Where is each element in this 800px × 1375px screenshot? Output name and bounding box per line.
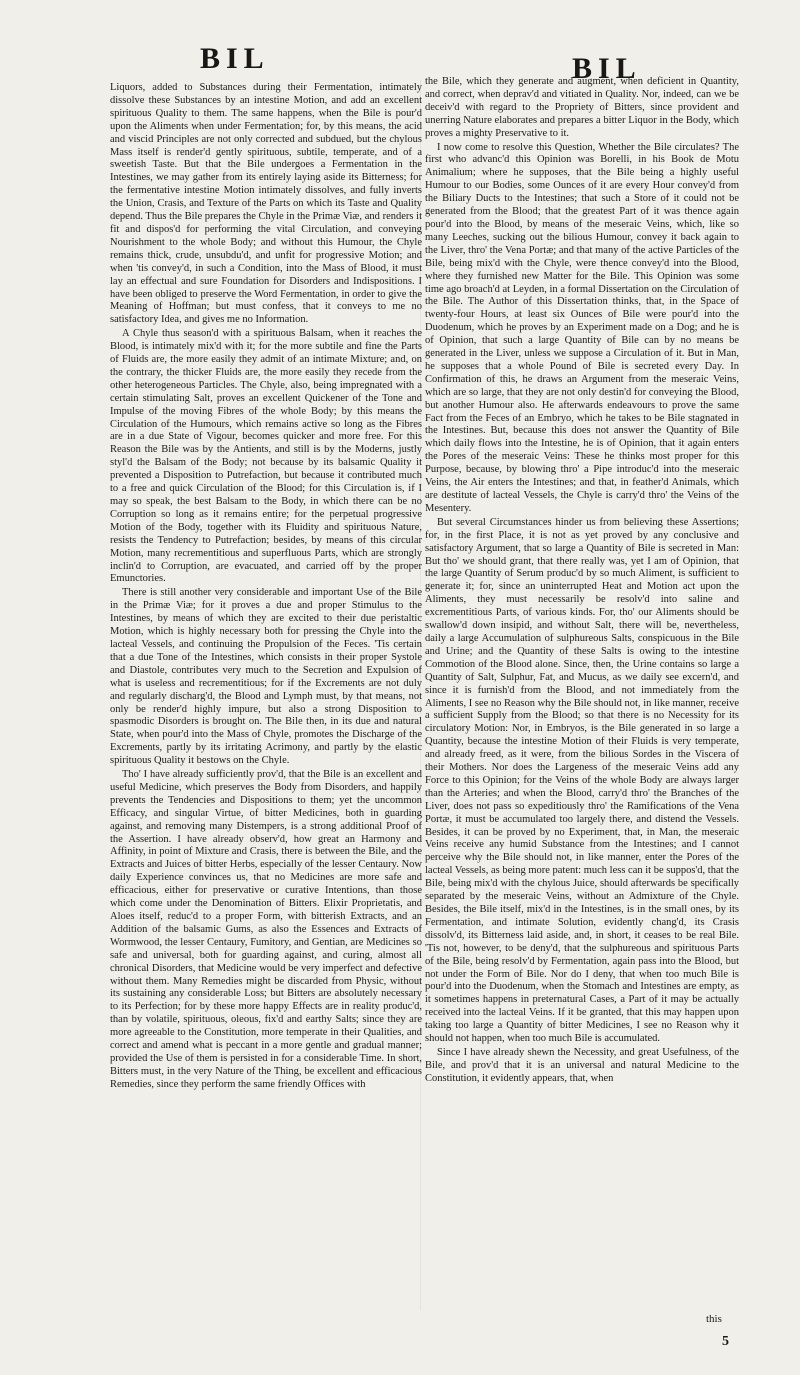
left-paragraph-2: A Chyle thus season'd with a spirituous Balsam, when it reaches the Blood, is intimately mix'd with it; for the more subtile and fine the Parts of Fluids are, the more easily they admit of an intimate Mixture; and, on the contrary, the thicker Fluids are, the more easily they recede from the other heterogeneous Particles. The Chyle, also, being impregnated with a certain stimulating Salt, proves an excellent Quickener of the Tone and Impulse of the moving Fibres of the whole Body; by this means the Circulation of the Humours, which remains active so long as the Fibres are in a due State of Vigour, becomes quicker and more free. For this Reason the Bile was by the Antients, and still is by the Moderns, justly styl'd the Balsam of the Body; not because by its balsamic Quality it prevented a Disposition to Putrefaction, but because it contributed much to a free and quick Circulation of the Blood; for this Circulation is, if I may so speak, the best Balsam to the Body, in which there can be no Corruption so long as it remains entire; for the perpetual progressive Motion of the Body, together with its Fluidity and spirituous Nature, resists the Tendency to Putrefaction; besides, by means of this circular Motion, many recrementitious and superfluous Parts, which are strongly inclin'd to Corruption, are evacuated, and carried off by the proper Emunctories. <box>110 328 422 585</box>
right-paragraph-4: Since I have already shewn the Necessity, and great Usefulness, of the Bile, and prov'd that it is an universal and natural Medicine to the Constitution, it evidently appears, that, when <box>425 1046 739 1084</box>
right-paragraph-1: the Bile, which they generate and augment, when deficient in Quantity, and correct, when deprav'd and vitiated in Quality. Nor, indeed, can we be deceiv'd with regard to the Propriety of Bitters, since provident and unerring Nature elaborates and prepares a bitter Liquor in the Body, which proves a mighty Preservative to it. <box>425 76 739 139</box>
left-column <box>110 82 422 1307</box>
left-paragraph-4: Tho' I have already sufficiently prov'd, that the Bile is an excellent and useful Medicine, which preserves the Body from Disorders, and happily prevents the Tendencies and Dispositions to them; yet the uncommon Efficacy, and singular Virtue, of bitter Medicines, both in guarding against, and removing many Distempers, is a strong additional Proof of the Assertion. I have already observ'd, how great an Harmony and Affinity, in point of Mixture and Crasis, there is between the Bile, and the Extracts and Juices of bitter Herbs, especially of the lesser Centaury. Now daily Experience convinces us, that no Medicines are more safe and efficacious, either for preservative or curative Intentions, than those which come under the Denomination of Bitters. Elixir Proprietatis, and Aloes itself, reduc'd to a proper Form, with bitterish Extracts, and an Addition of the balsamic Gums, as also the Essences and Extracts of Wormwood, the lesser Centaury, Fumitory, and Gentian, are Medicines so safe and universal, both for guarding against, and curing, almost all chronical Disorders, that Medicine would be very imperfect and defective without them. Many Remedies might be discarded from Physic, without its sustaining any considerable Loss; but Bitters are absolutely necessary to its Perfection; for by these more happy Effects are in reality produc'd, than by volatile, spirituous, oleous, fix'd and earthy Salts; since they are more agreeable to the Constitution, more temperate in their Qualities, and correct and amend what is peccant in a more gentle and gradual manner; provided the Use of them is persisted in for a considerable Time. In short, Bitters must, in the very Nature of the Thing, be excellent and efficacious Remedies, since they perform the same friendly Offices with <box>110 769 422 1090</box>
right-paragraph-2: I now come to resolve this Question, Whether the Bile circulates? The first who advanc'd this Opinion was Borelli, in his Book de Motu Animalium; where he supposes, that the Bile being a highly useful Humour to our Bodies, some Ounces of it are every Hour convey'd from the Biliary Ducts to the Intestines; that such a Store of it could not be generated from the Blood; that the greatest Part of it was thence again pour'd into the Blood, by means of the meseraic Veins, which, like so many Leeches, sucking out the bilious Humour, convey it back again to the Liver, thro' the Vena Portæ; and that many of the active Particles of the Bile, being mix'd with the Chyle, were thence convey'd into the Blood, where they furnished new Matter for the Bile. This Opinion was some time ago broach'd at Leyden, in a formal Dissertation on the Circulation of the Bile. The Author of this Dissertation thinks, that, in the Space of twenty-four Hours, at least six Ounces of Bile were pour'd into the Duodenum, which he proves by an Experiment made on a Dog; and he is of Opinion, that such a large Quantity of Bile can by no means be generated in the Liver, unless we suppose a Circulation of it. But in Man, he supposes that a whole Pound of Bile is secreted every Day. In Confirmation of this, he draws an Argument from the meseraic Veins, which are so large, that they are not only destin'd for conveying the Blood, but another Humour also. He afterwards endeavours to prove the same Fact from the Feces of an Embryo, which he takes to be Bile stagnated in the Intestines. But, because this does not answer the Quantity of Bile which daily flows into the Intestine, he is of Opinion, that it again enters the Pores of the meseraic Veins: These he thinks most proper for this Purpose, because, by blowing thro' a Pipe introduc'd into the meseraic Veins, the Air enters the Intestines; and that, in feather'd Animals, which are destitute of lacteal Vessels, the Chyle is carry'd thro' the Veins of the Mesentery. <box>425 141 739 514</box>
running-head-left: BIL <box>200 42 270 75</box>
left-paragraph-1: Liquors, added to Substances during their Fermentation, intimately dissolve these Substances by an intestine Motion, and add an excellent spirituous Quality to them. The same happens, when the Bile is pour'd upon the Aliments when under Fermentation; for, by this means, the acid and viscid Principles are not only corrected and subdued, but the chylous Mass itself is render'd gently spirituous, subtile, temperate, and of a sweetish Taste. But that the Bile undergoes a Fermentation in the Intestines, we may gather from its entirely laying aside its Bitterness; for the fermentative intestine Motion intimately dissolves, and fully inverts the Union, Crasis, and Texture of the Parts on which its Taste and Quality depend. Thus the Bile prepares the Chyle in the Primæ Viæ, and renders it fit and dispos'd for performing the vital Circulation, and conveying Nourishment to the whole Body; and without this Humour, the Chyle remains thick, crude, unsubdu'd, and unfit for progressive Motion; and when 'tis convey'd, in such a Condition, into the Mass of Blood, it must lay an effectual and sure Foundation for Disorders and Indispositions. I have been obliged to preserve the Word Fermentation, in order to give the Meaning of Hoffman; but must confess, that it conveys to me no satisfactory Idea, and gives me no Information. <box>110 82 422 326</box>
catchword: this <box>706 1313 722 1325</box>
right-column <box>425 76 739 1316</box>
signature-mark: 5 <box>722 1334 729 1349</box>
running-head-right: BIL <box>572 52 642 85</box>
left-paragraph-3: There is still another very considerable and important Use of the Bile in the Primæ Viæ; for it proves a due and proper Stimulus to the Intestines, by means of which they are excited to their due peristaltic Motion, which is highly necessary both for pressing the Chyle into the lacteal Vessels, and continuing the Propulsion of the Feces. 'Tis certain that a due Tone of the Intestines, which consists in their proper Systole and Diastole, contributes very much to the Secretion and Expulsion of what is useless and recrementitious; for if the Excrements are not duly and regularly discharg'd, the Blood and Lymph must, by that means, not only be render'd highly impure, but also a strong Disposition to spasmodic Disorders is brought on. The Bile then, in its due and natural State, when pour'd into the Mass of Chyle, promotes the Discharge of the Excrements, partly by its irritating Acrimony, and partly by the elastic spirituous Quality it bestows on the Chyle. <box>110 587 422 767</box>
right-paragraph-3: But several Circumstances hinder us from believing these Assertions; for, in the first Place, it is not as yet proved by any conclusive and satisfactory Argument, that so large a Quantity of Bile is secreted in Man: But tho' we should grant, that there really was, yet I am of Opinion, that the large Quantity of Serum produc'd by so much Aliment, is sufficient to generate it; for, since an uninterrupted Heat and Motion act upon the Aliments, they must necessarily be resolv'd into saline and excrementitious Parts, of various kinds. For, tho' our Aliments should be swallow'd down insipid, and without Salt, there will be, nevertheless, daily a large Accumulation of sulphureous Salts, conspicuous in the Bile and Urine; and the Quantity of these Salts is owing to the intestine Commotion of the Blood alone. Since, then, the Urine contains so large a Quantity of Salt, Sulphur, Fat, and Mucus, as we daily see excern'd, and since it is furnish'd from the Blood, and not immediately from the Aliments, I see no Reason why the Bile should not, in like manner, receive a sufficient Supply from the Blood; so that there is no Necessity for its circulatory Motion: Nor, in Embryos, is the Bile generated in so large a Quantity, because the intestine Motion of their Fluids is very temperate, and already freed, as it were, from the bilious Sordes in the Viscera of their Mothers. Nor does the Largeness of the meseraic Veins add any Force to this Opinion; for the Veins of the whole Body are always larger than the Arteries; and when the Blood, carry'd thro' the Branches of the Liver, does not pass so expeditiously thro' the Ramifications of the Vena Portæ, it must be accumulated too largely there, and distend the Vessels. Besides, it can be proved by no Experiment, that, in Man, the meseraic Veins receive any humid Substance from the Intestines; and I cannot perceive why the Bile should not, in like manner, enter the Pores of the lacteal Vessels, as being more patent: much less can it be suppos'd, that the Bile, being mix'd with the chylous Juice, should afterwards be specifically separated by the meseraic Veins, without an Admixture of the Chyle. Besides, the Bile itself, mix'd in the Intestines, is in the small ones, by its Fermentation, and intimate Solution, evidently chang'd, its Crasis dissolv'd, its Bitterness laid aside, and, in short, it ceases to be real Bile. 'Tis not, however, to be deny'd, that the sulphureous and spirituous Parts of the Bile, being resolv'd by Fermentation, again pass into the Blood, but not under the Form of Bile. Nor do I deny, that when too much Bile is pour'd into the Duodenum, when the Stomach and Intestines are empty, as it sometimes happens in preternatural Cases, a Part of it may be actually received into the lacteal Veins. If it be granted, that this may happen upon taking too large a Quantity of bitter Medicines, I see no Reason why it should not happen, when too much Bile is accumulated. <box>425 516 739 1045</box>
